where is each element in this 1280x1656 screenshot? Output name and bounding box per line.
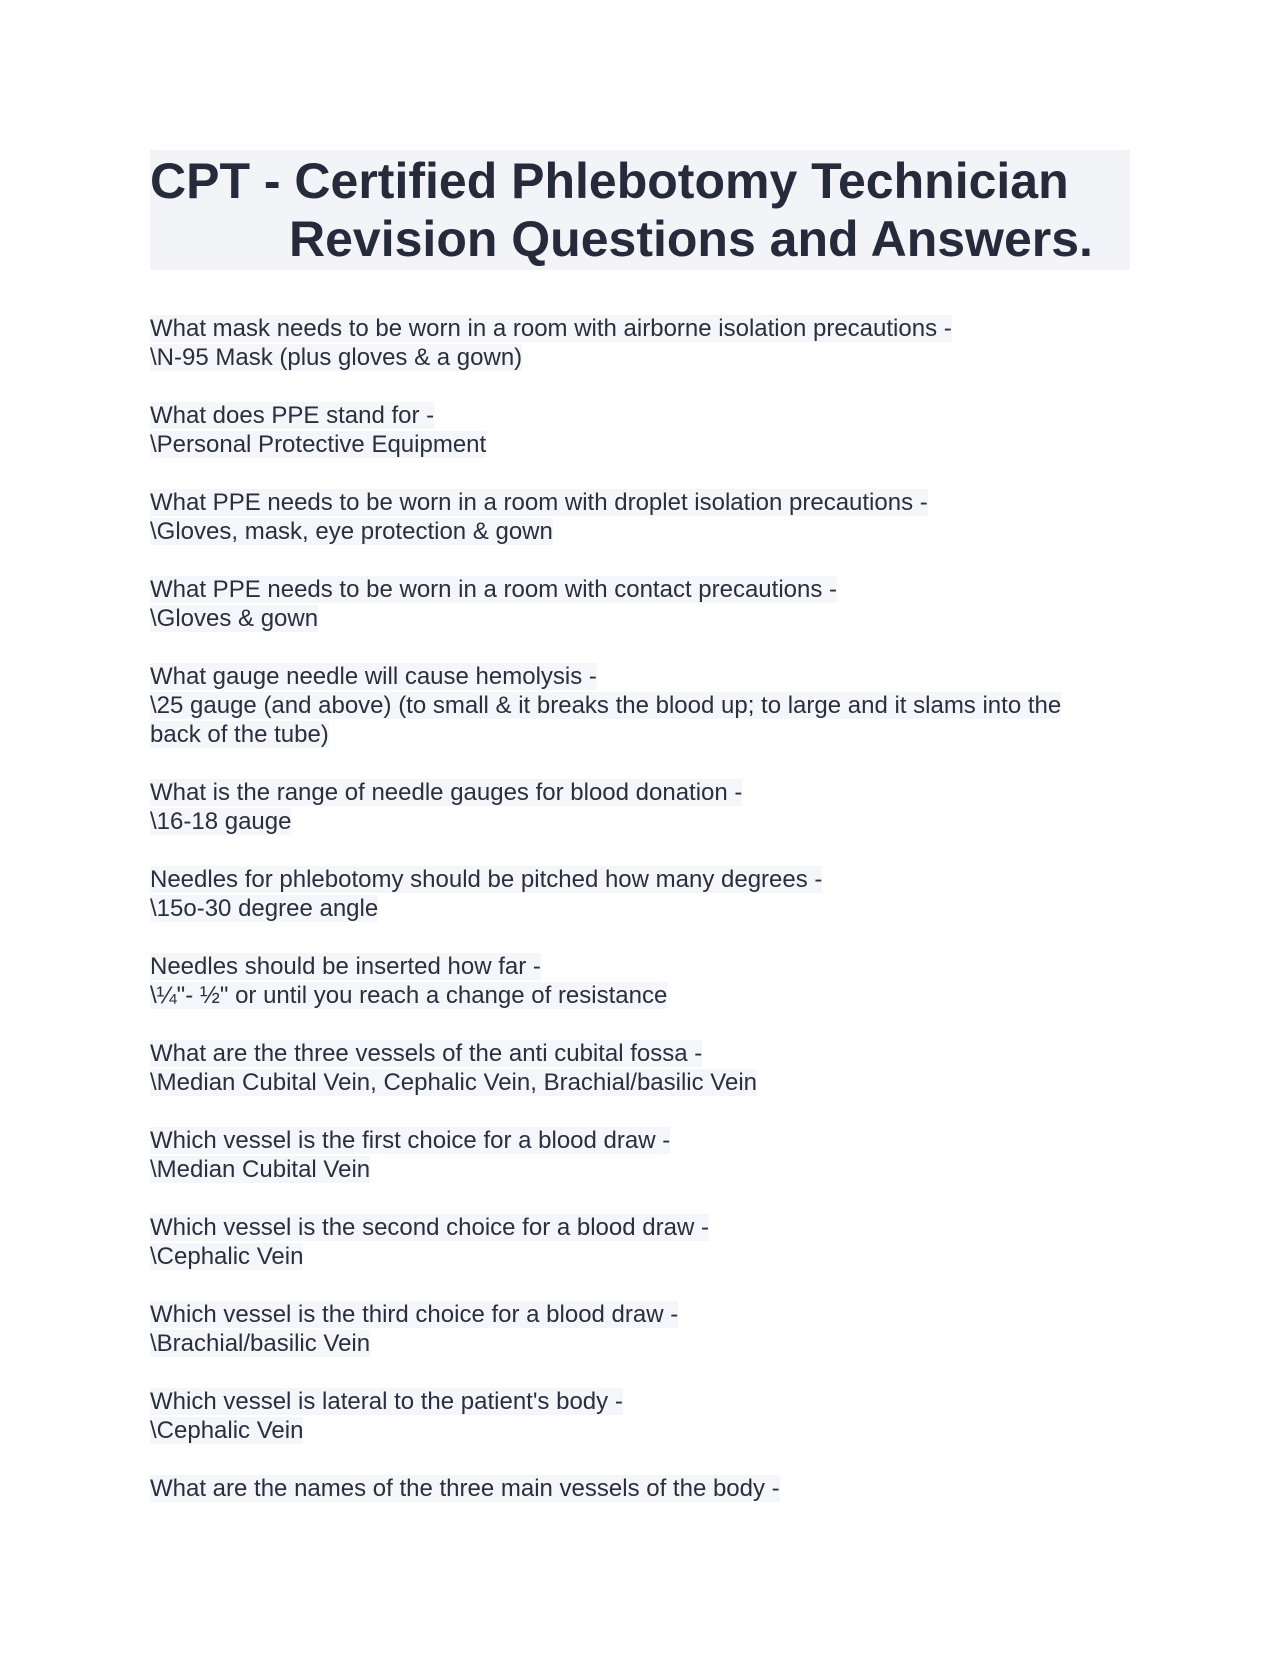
title-line-2: Revision Questions and Answers. xyxy=(289,211,1093,267)
answer-text: \N-95 Mask (plus gloves & a gown) xyxy=(150,344,523,371)
answer-line xyxy=(150,981,1130,1010)
question-line xyxy=(150,575,1130,604)
question-text: What mask needs to be worn in a room with airborne isolation precautions - xyxy=(150,315,952,342)
answer-text: \25 gauge (and above) (to small & it breaks the blood up; to large and it slams into the xyxy=(150,692,1062,719)
qa-item xyxy=(150,575,1130,633)
answer-line xyxy=(150,807,1130,836)
qa-list xyxy=(150,314,1130,1503)
answer-line xyxy=(150,720,1130,749)
question-line xyxy=(150,1126,1130,1155)
question-text: What are the names of the three main vessels of the body - xyxy=(150,1475,780,1502)
qa-item xyxy=(150,778,1130,836)
qa-item xyxy=(150,314,1130,372)
answer-line xyxy=(150,604,1130,633)
qa-item xyxy=(150,1300,1130,1358)
answer-text: back of the tube) xyxy=(150,721,329,748)
answer-line xyxy=(150,517,1130,546)
answer-text: \16-18 gauge xyxy=(150,808,292,835)
qa-item xyxy=(150,401,1130,459)
title-line-1: CPT - Certified Phlebotomy Technician xyxy=(150,153,1069,209)
question-text: Needles for phlebotomy should be pitched how many degrees - xyxy=(150,866,823,893)
answer-text: \15o-30 degree angle xyxy=(150,895,379,922)
answer-line xyxy=(150,430,1130,459)
question-line xyxy=(150,1474,1130,1503)
question-text: What are the three vessels of the anti cubital fossa - xyxy=(150,1040,703,1067)
question-line xyxy=(150,488,1130,517)
answer-text: \Personal Protective Equipment xyxy=(150,431,487,458)
answer-text: \Cephalic Vein xyxy=(150,1417,304,1444)
document-title xyxy=(150,150,1130,270)
question-line xyxy=(150,1387,1130,1416)
qa-item xyxy=(150,1126,1130,1184)
question-line xyxy=(150,662,1130,691)
answer-line xyxy=(150,1329,1130,1358)
question-line xyxy=(150,314,1130,343)
qa-item xyxy=(150,1039,1130,1097)
answer-text: \Median Cubital Vein, Cephalic Vein, Brachial/basilic Vein xyxy=(150,1069,758,1096)
question-text: Which vessel is the first choice for a blood draw - xyxy=(150,1127,671,1154)
question-text: What PPE needs to be worn in a room with contact precautions - xyxy=(150,576,838,603)
question-line xyxy=(150,401,1130,430)
qa-item xyxy=(150,662,1130,749)
answer-line xyxy=(150,1242,1130,1271)
question-line xyxy=(150,778,1130,807)
answer-line xyxy=(150,1068,1130,1097)
answer-text: \¼"- ½" or until you reach a change of resistance xyxy=(150,982,668,1009)
qa-item xyxy=(150,1387,1130,1445)
question-text: Which vessel is the third choice for a blood draw - xyxy=(150,1301,679,1328)
answer-line xyxy=(150,691,1130,720)
qa-item xyxy=(150,488,1130,546)
question-line xyxy=(150,1213,1130,1242)
document-page xyxy=(150,150,1130,1532)
answer-text: \Brachial/basilic Vein xyxy=(150,1330,371,1357)
question-line xyxy=(150,952,1130,981)
answer-text: \Gloves & gown xyxy=(150,605,319,632)
answer-line xyxy=(150,1416,1130,1445)
answer-text: \Cephalic Vein xyxy=(150,1243,304,1270)
qa-item xyxy=(150,865,1130,923)
answer-line xyxy=(150,343,1130,372)
question-line xyxy=(150,1039,1130,1068)
question-line xyxy=(150,865,1130,894)
question-text: Needles should be inserted how far - xyxy=(150,953,541,980)
question-line xyxy=(150,1300,1130,1329)
question-text: Which vessel is lateral to the patient's body - xyxy=(150,1388,623,1415)
qa-item xyxy=(150,1213,1130,1271)
qa-item xyxy=(150,952,1130,1010)
question-text: What gauge needle will cause hemolysis - xyxy=(150,663,597,690)
answer-text: \Gloves, mask, eye protection & gown xyxy=(150,518,553,545)
question-text: Which vessel is the second choice for a blood draw - xyxy=(150,1214,709,1241)
qa-item xyxy=(150,1474,1130,1503)
question-text: What does PPE stand for - xyxy=(150,402,435,429)
answer-line xyxy=(150,1155,1130,1184)
question-text: What PPE needs to be worn in a room with droplet isolation precautions - xyxy=(150,489,928,516)
question-text: What is the range of needle gauges for blood donation - xyxy=(150,779,743,806)
answer-line xyxy=(150,894,1130,923)
answer-text: \Median Cubital Vein xyxy=(150,1156,371,1183)
